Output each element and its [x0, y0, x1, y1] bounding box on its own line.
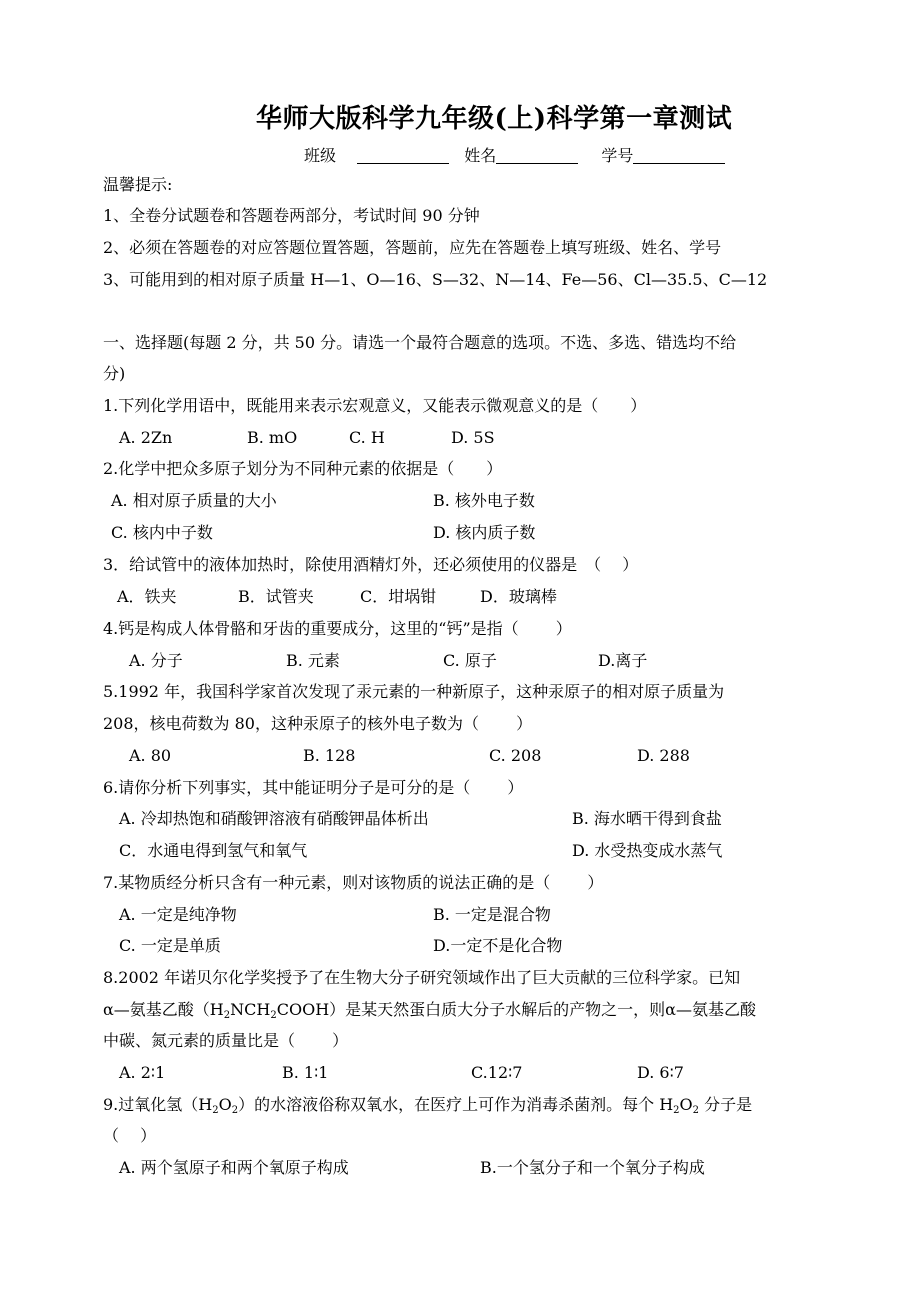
q5-option-c[interactable]: C. 208 — [489, 746, 542, 765]
q9-option-a[interactable]: A. 两个氢原子和两个氧原子构成 — [119, 1158, 349, 1177]
q3-option-b[interactable]: B．试管夹 — [238, 587, 314, 606]
q6-option-a[interactable]: A. 冷却热饱和硝酸钾溶液有硝酸钾晶体析出 — [119, 809, 429, 828]
tips-heading: 温馨提示: — [103, 175, 173, 194]
name-blank[interactable] — [496, 145, 578, 164]
tip-item-1: 1、全卷分试题卷和答题卷两部分，考试时间 90 分钟 — [103, 206, 480, 225]
question-8-stem-line-3: 中碳、氮元素的质量比是（ ） — [103, 1031, 349, 1050]
tip-item-2: 2、必须在答题卷的对应答题位置答题，答题前，应先在答题卷上填写班级、姓名、学号 — [103, 238, 722, 257]
q3-option-d[interactable]: D．玻璃棒 — [480, 587, 557, 606]
page-title: 华师大版科学九年级(上)科学第一章测试 — [256, 104, 733, 134]
q6-option-b[interactable]: B. 海水晒干得到食盐 — [572, 809, 722, 828]
question-8-stem-line-2: α—氨基乙酸$(H_2NCH_2COOH)$是某天然蛋白质大分子水解后的产物之一，则α—氨基乙酸 — [103, 1000, 756, 1021]
question-5-stem-line-2: 208，核电荷数为 80，这种汞原子的核外电子数为（ ） — [103, 714, 533, 733]
question-8-stem-line-1: 8.2002 年诺贝尔化学奖授予了在生物大分子研究领域作出了巨大贡献的三位科学家。已知 — [103, 968, 741, 987]
q2-option-b[interactable]: B. 核外电子数 — [433, 491, 535, 510]
q4-option-b[interactable]: B. 元素 — [286, 651, 340, 670]
student-info-line — [304, 143, 725, 166]
q3-option-a[interactable]: A．铁夹 — [117, 587, 177, 606]
q4-option-c[interactable]: C. 原子 — [443, 651, 497, 670]
q5-option-a[interactable]: A. 80 — [129, 746, 172, 765]
question-2-stem: 2.化学中把众多原子划分为不同种元素的依据是（ ） — [103, 459, 503, 478]
q3-option-c[interactable]: C．坩埚钳 — [360, 587, 437, 606]
q8-option-c[interactable]: C.12∶7 — [471, 1063, 523, 1082]
q6-option-c[interactable]: C．水通电得到氢气和氧气 — [119, 841, 308, 860]
q1-option-d[interactable]: D. 5S — [451, 428, 495, 447]
q8-option-d[interactable]: D. 6∶7 — [637, 1063, 684, 1082]
question-9-stem-line-2: （ ） — [103, 1126, 157, 1145]
q7-option-c[interactable]: C. 一定是单质 — [119, 936, 221, 955]
question-7-stem: 7.某物质经分析只含有一种元素，则对该物质的说法正确的是（ ） — [103, 873, 604, 892]
class-blank[interactable] — [357, 145, 449, 164]
q1-option-a[interactable]: A. 2Zn — [119, 428, 173, 447]
q8-option-b[interactable]: B. 1∶1 — [282, 1063, 329, 1082]
section-heading-cont: 分) — [103, 364, 126, 383]
q5-option-b[interactable]: B. 128 — [303, 746, 356, 765]
q9-option-b[interactable]: B.一个氢分子和一个氧分子构成 — [480, 1158, 705, 1177]
q7-option-d[interactable]: D.一定不是化合物 — [433, 936, 563, 955]
q7-option-a[interactable]: A. 一定是纯净物 — [119, 905, 237, 924]
name-label: 姓名 — [464, 146, 497, 165]
q1-option-c[interactable]: C. H — [349, 428, 385, 447]
question-9-stem-line-1: 9.过氧化氢$(H_2O_2)$的水溶液俗称双氧水，在医疗上可作为消毒杀菌剂。每个 $H_2O_2$ 分子是 — [103, 1095, 753, 1116]
question-5-stem-line-1: 5.1992 年，我国科学家首次发现了汞元素的一种新原子，这种汞原子的相对原子质量为 — [103, 682, 725, 701]
q6-option-d[interactable]: D. 水受热变成水蒸气 — [572, 841, 723, 860]
section-heading: 一、选择题(每题 2 分，共 50 分。请选一个最符合题意的选项。不选、多选、错选均不给 — [103, 333, 737, 352]
number-blank[interactable] — [633, 145, 725, 164]
q8-option-a[interactable]: A. 2∶1 — [119, 1063, 166, 1082]
q7-option-b[interactable]: B. 一定是混合物 — [433, 905, 551, 924]
q4-option-d[interactable]: D.离子 — [598, 651, 648, 670]
q1-option-b[interactable]: B. mO — [247, 428, 298, 447]
question-4-stem: 4.钙是构成人体骨骼和牙齿的重要成分，这里的“钙”是指（ ） — [103, 619, 572, 638]
question-3-stem: 3．给试管中的液体加热时，除使用酒精灯外，还必须使用的仪器是 （ ） — [103, 555, 639, 574]
q2-option-d[interactable]: D. 核内质子数 — [433, 523, 536, 542]
tip-item-3: 3、可能用到的相对原子质量 H—1、O—16、S—32、N—14、Fe—56、Cl—35.5、C—12 — [103, 270, 768, 289]
class-label: 班级 — [304, 146, 337, 165]
q2-option-a[interactable]: A. 相对原子质量的大小 — [111, 491, 277, 510]
q2-option-c[interactable]: C. 核内中子数 — [111, 523, 213, 542]
q4-option-a[interactable]: A. 分子 — [129, 651, 183, 670]
number-label: 学号 — [601, 146, 634, 165]
question-1-stem: 1.下列化学用语中，既能用来表示宏观意义，又能表示微观意义的是（ ） — [103, 396, 647, 415]
question-6-stem: 6.请你分析下列事实，其中能证明分子是可分的是（ ） — [103, 778, 524, 797]
q5-option-d[interactable]: D. 288 — [637, 746, 690, 765]
